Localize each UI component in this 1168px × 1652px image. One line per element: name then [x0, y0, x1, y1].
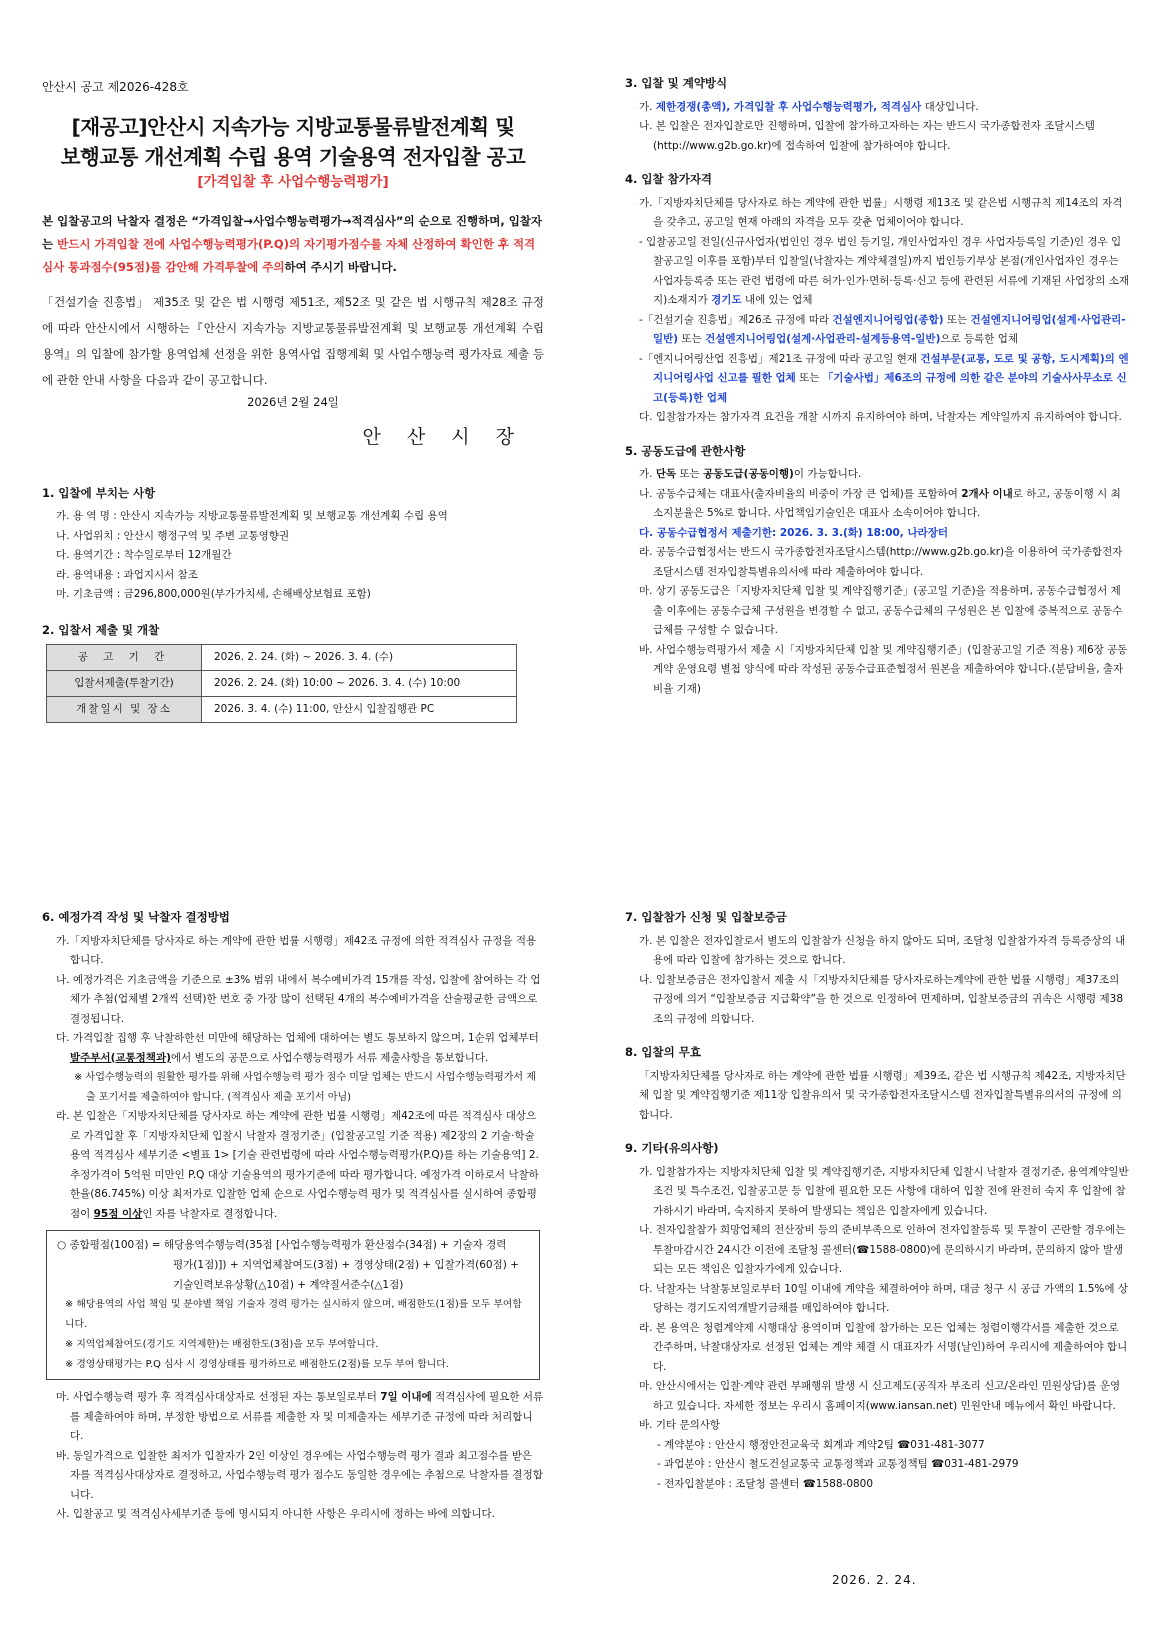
sec4-d2-text: -「건설기술 진흥법」제26조 규정에 따라 — [639, 313, 833, 326]
issuer-name: 안 산 시 장 — [362, 426, 524, 448]
schedule-label: 공 고 기 간 — [47, 645, 202, 671]
sec4-d1-tail: 내에 있는 업체 — [741, 294, 813, 306]
section-9-title: 9. 기타(유의사항) — [625, 1141, 719, 1155]
sec5-item-c: 다. 공동수급협정서 제출기한: 2026. 3. 3.(화) 18:00, 나라장터 — [639, 526, 949, 539]
score-formula-box — [46, 1230, 540, 1380]
sec5-a-mid: 또는 — [676, 468, 704, 480]
table-row — [47, 671, 517, 697]
sec1-item: 다. 용역기간 : 착수일로부터 12개월간 — [56, 549, 232, 561]
sec5-b-tail: 로 하고, 공동이행 시 최소지분율은 5%로 합니다. 사업책임기술인은 대표사 소속이어야 합니다. — [653, 487, 1121, 519]
score-note: ※ 경영상태평가는 P.Q 심사 시 경영상태를 평가하므로 배점한도(2점)를 모두 부여 합니다. — [65, 1359, 449, 1370]
score-line: 기술인력보유상황(△10점) + 계약질서준수(△1점) — [173, 1279, 404, 1291]
sec4-d1-text: - 입찰공고일 전일(신규사업자(법인인 경우 법인 등기일, 개인사업자인 경우 사업자등록일 기준)인 경우 입찰공고일 이후를 포함)부터 입찰일(낙찰자는 계약체결일)까지 법인등기부상 본점(개인사업자인 경우는 사업자등록증 또는 관련 법령에 따른 허가·인가·면허·등록·신고 등에 관련된 서류에 기재된 사업장의 소재지)소재지가 — [639, 235, 1130, 306]
page-subtitle: [가격입찰 후 사업수행능력평가] — [197, 173, 389, 190]
section-2-title: 2. 입찰서 제출 및 개찰 — [42, 622, 160, 637]
ordering-dept: 발주부서(교통정책과) — [70, 1051, 171, 1064]
section-3-title: 3. 입찰 및 계약방식 — [625, 76, 728, 90]
schedule-label: 개찰일시 및 장소 — [47, 697, 202, 723]
sec7-item-b: 나. 입찰보증금은 전자입찰서 제출 시「지방자치단체를 당사자로하는계약에 관한 법률 시행령」제37조의 규정에 의거 “입찰보증금 지급확약”을 한 것으로 인정하여 면제하며, 입찰보증금의 귀속은 시행령 제38조의 규정에 의합니다. — [639, 973, 1124, 1025]
left-top-column — [42, 78, 544, 723]
sec3-item-b: 나. 본 입찰은 전자입찰로만 진행하며, 입찰에 참가하고자하는 자는 반드시 국가종합전자 조달시스템(http://www.g2b.go.kr)에 접속하여 입찰에 참가하여야 합니다. — [639, 120, 1095, 152]
sec7-item-a: 가. 본 입찰은 전자입찰로서 별도의 입찰참가 신청을 하지 않아도 되며, 조달청 입찰참가자격 등록증상의 내용에 따라 입찰에 참가하는 것으로 합니다. — [639, 934, 1126, 966]
notice-paragraph: 「건설기술 진흥법」 제35조 및 같은 법 시행령 제51조, 제52조 및 같은 법 시행규칙 제28조 규정에 따라 안산시에서 시행하는『안산시 지속가능 지방교통물류발전계획 및 보행교통 개선계획 수립 용역』의 입찰에 참가할 용역업체 선정을 위한 용역사업 집행계획 및 사업수행능력 평가자료 제출 등에 관한 안내 사항을 다음과 같이 공고합니다. — [42, 294, 544, 387]
intro-notice — [42, 210, 544, 279]
score-line: 평가(1점)]) + 지역업체참여도(3점) + 경영상태(2점) + 입찰가격(60점) + — [173, 1259, 519, 1271]
sec1-item: 마. 기초금액 : 금296,800,000원(부가가치세, 손해배상보험료 포함) — [56, 588, 371, 600]
score-note: ※ 해당용역의 사업 책임 및 분야별 책임 기술자 경력 평가는 실시하지 않으며, 배점한도(1점)를 모두 부여합니다. — [65, 1299, 522, 1330]
section-8-title: 8. 입찰의 무효 — [625, 1045, 701, 1059]
score-note: ※ 지역업체참여도(경기도 지역제한)는 배점한도(3점)을 모두 부여합니다. — [65, 1339, 379, 1350]
schedule-value: 2026. 2. 24. (화) ~ 2026. 3. 4. (수) — [202, 645, 517, 671]
sec4-item-c: 다. 입찰참가자는 참가자격 요건을 개찰 시까지 유지하여야 하며, 낙찰자는 계약일까지 유지하여야 합니다. — [639, 411, 1122, 423]
sec1-item: 가. 용 역 명 : 안산시 지속가능 지방교통물류발전계획 및 보행교통 개선계획 수립 용역 — [56, 510, 448, 522]
sec5-a-prefix: 가. — [639, 468, 656, 480]
sec4-dash-2 — [625, 311, 1130, 350]
footer-date: 2026. 2. 24. — [832, 1573, 917, 1587]
intro-warning: 반드시 가격입찰 전에 사업수행능력평가(P.Q)의 자기평가점수를 자체 산정하여 확인한 후 적격심사 통과점수(95점)를 감안해 가격투찰에 주의 — [42, 236, 536, 274]
sec6-item-b: 나. 예정가격은 기초금액을 기준으로 ±3% 범위 내에서 복수예비가격 15개를 작성, 입찰에 참여하는 각 업체가 추첨(업체별 2개씩 선택)한 번호 중 가장 많이 선택된 4개의 복수예비가격을 산술평균한 금액으로 결정됩니다. — [56, 973, 541, 1025]
schedule-table — [46, 644, 517, 723]
sec4-d2-tail: 으로 등록한 업체 — [940, 333, 1019, 345]
sec5-item-a — [625, 465, 1130, 485]
sec4-d2-mid2: 또는 — [678, 333, 706, 345]
page-title-line2: 보행교통 개선계획 수립 용역 기술용역 전자입찰 공고 — [60, 144, 526, 169]
sec1-item: 라. 용역내용 : 과업지시서 참조 — [56, 568, 198, 581]
contract-method: 제한경쟁(총액), 가격입찰 후 사업수행능력평가, 적격심사 — [655, 100, 922, 113]
intro-text: 본 입찰공고의 낙찰자 결정은 “가격입찰→사업수행능력평가→적격심사”의 순으로 진행하며, 입찰자는 — [42, 213, 543, 251]
max-members: 2개사 이내 — [961, 487, 1013, 500]
license-1: 건설엔지니어링업(종합) — [832, 313, 944, 326]
sec6-item-c — [42, 1029, 544, 1068]
notice-date: 2026년 2월 24일 — [247, 394, 339, 409]
single-bid: 단독 — [655, 468, 677, 480]
license-2: 건설엔지니어링업(설계·사업관리-일반) — [653, 313, 1126, 345]
contact-line: - 과업분야 : 안산시 철도건설교통국 교통정책과 교통정책팀 ☎031-481-2979 — [657, 1458, 1019, 1470]
sec5-item-e: 마. 상기 공동도급은「지방자치단체 입찰 및 계약집행기준」(공고일 기준)을 적용하며, 공동수급협정서 제출 이후에는 공동수급체 구성원을 변경할 수 없고, 공동수급체의 구성원은 본 입찰에 중복적으로 공동수급체를 구성할 수 없습니다. — [639, 585, 1123, 636]
sec6-c-text: 다. 가격입찰 집행 후 낙찰하한선 미만에 해당하는 업체에 대하여는 별도 통보하지 않으며, 1순위 업체부터 — [56, 1032, 539, 1044]
license-5: 「기술사법」제6조의 규정에 의한 같은 분야의 기술사사무소로 신고(등록)한 업체 — [653, 372, 1127, 404]
sec4-dash-3 — [625, 350, 1130, 409]
schedule-label: 입찰서제출(투찰기간) — [47, 671, 202, 697]
sec6-item-e — [42, 1388, 544, 1447]
intro-tail: 하여 주시기 바랍니다. — [284, 259, 397, 274]
schedule-value: 2026. 2. 24. (화) 10:00 ~ 2026. 3. 4. (수) 10:00 — [202, 671, 517, 697]
sec6-item-f: 바. 동일가격으로 입찰한 최저가 입찰자가 2인 이상인 경우에는 사업수행능력 평가 결과 최고점수를 받은 자를 적격심사대상자로 결정하고, 사업수행능력 평가 점수도 동일한 경우에는 추첨으로 낙찰자를 결정합니다. — [56, 1449, 543, 1501]
section-7-title: 7. 입찰참가 신청 및 입찰보증금 — [625, 910, 787, 924]
sec6-d-text: 라. 본 입찰은「지방자치단체를 당사자로 하는 계약에 관한 법률 시행령」제42조에 따른 적격심사 대상으로 가격입찰 후「지방자치단체 입찰시 낙찰자 결정기준」(입찰공고일 기준 적용) 제2장의 2 기술·학술용역 적격심사 세부기준 <별표 1> [기술 관련법령에 따라 사업수행능력평가(P.Q)를 하는 기술용역] 2. 추정가격이 5억원 미만인 P.Q 대상 기술용역의 평가기준에 따라 평가합니다. 예정가격 이하로서 낙찰하한율(86.745%) 이상 최저가로 입찰한 업체 순으로 사업수행능력 평가 및 적격심사를 실시하여 종합평점이 — [56, 1110, 539, 1220]
sec4-dash-1 — [625, 233, 1130, 311]
right-bottom-column — [625, 908, 1130, 1494]
sec5-item-d: 라. 공동수급협정서는 반드시 국가종합전자조달시스템(http://www.g2b.go.kr)을 이용하여 국가종합전자조달시스템 전자입찰특별유의서에 따라 제출하여야 합니다. — [639, 546, 1123, 578]
joint-bid: 공동도급(공동이행) — [703, 468, 794, 480]
sec9-item-a: 가. 입찰참가자는 지방자치단체 입찰 및 계약집행기준, 지방자치단체 입찰시 낙찰자 결정기준, 용역계약일반조건 및 특수조건, 입찰공고문 등 입찰에 필요한 모든 사항에 대하여 입찰 전에 완전히 숙지 후 입찰에 참가하시기 바라며, 숙지하지 못하여 발생되는 책임은 입찰자에게 있습니다. — [639, 1165, 1129, 1217]
table-row — [47, 645, 517, 671]
contact-line: - 계약분야 : 안산시 행정안전교육국 회계과 계약2팀 ☎031-481-3077 — [657, 1438, 985, 1451]
score-line: ○ 종합평점(100점) = 해당용역수행능력(35점 [사업수행능력평가 환산점수(34점) + 기술자 경력 — [57, 1239, 507, 1251]
sec5-a-tail: 이 가능합니다. — [793, 468, 862, 480]
right-top-column — [625, 74, 1130, 699]
section-6-title: 6. 예정가격 작성 및 낙찰자 결정방법 — [42, 910, 230, 924]
sec8-body: 「지방자치단체를 당사자로 하는 계약에 관한 법률 시행령」제39조, 같은 법 시행규칙 제42조, 지방자치단체 입찰 및 계약집행기준 제11장 입찰유의서 및 국가종합전자조달시스템 전자입찰특별유의서의 규정에 의합니다. — [639, 1069, 1126, 1121]
sec6-d-tail: 인 자를 낙찰자로 결정합니다. — [142, 1207, 278, 1220]
pass-score: 95점 이상 — [93, 1207, 143, 1220]
contact-line: - 전자입찰분야 : 조달청 콜센터 ☎1588-0800 — [657, 1477, 874, 1490]
page-title-line1: [재공고]안산시 지속가능 지방교통물류발전계획 및 — [71, 114, 515, 139]
sec9-item-e: 마. 안산시에서는 입찰·계약 관련 부패행위 발생 시 신고제도(공직자 부조리 신고/온라인 민원상담)를 운영하고 있습니다. 자세한 정보는 우리시 홈페이지(www.iansan.net) 민원안내 메뉴에서 확인 바랍니다. — [639, 1380, 1121, 1412]
sec4-d3-mid: 또는 — [795, 372, 823, 384]
schedule-value: 2026. 3. 4. (수) 11:00, 안산시 입찰집행관 PC — [202, 697, 517, 723]
region-text: 경기도 — [711, 294, 742, 306]
sec9-item-c: 다. 낙찰자는 낙찰통보일로부터 10일 이내에 계약을 체결하여야 하며, 대금 청구 시 공급 가액의 1.5%에 상당하는 경기도지역개발기금채를 매입하여야 합니다. — [639, 1282, 1129, 1314]
section-4-title: 4. 입찰 참가자격 — [625, 172, 713, 186]
sec1-item: 나. 사업위치 : 안산시 행정구역 및 주변 교통영향권 — [56, 529, 290, 542]
sec6-item-a: 가.「지방자치단체를 당사자로 하는 계약에 관한 법률 시행령」제42조 규정에 의한 적격심사 규정을 적용합니다. — [56, 934, 537, 966]
section-1-title: 1. 입찰에 부치는 사항 — [42, 485, 156, 500]
section-5-title: 5. 공동도급에 관한사항 — [625, 443, 746, 458]
sec3-item-a: 가. 제한경쟁(총액), 가격입찰 후 사업수행능력평가, 적격심사 대상입니다. — [639, 100, 979, 113]
table-row — [47, 697, 517, 723]
sec6-note: ※ 사업수행능력의 원활한 평가를 위해 사업수행능력 평가 점수 미달 업체는 반드시 사업수행능력평가서 제출 포기서를 제출하여야 합니다. (적격심사 제출 포기서 아님) — [74, 1072, 536, 1103]
sec6-item-d — [42, 1107, 544, 1224]
sec4-d2-mid: 또는 — [943, 313, 971, 326]
sec4-item-a: 가.「지방자치단체를 당사자로 하는 계약에 관한 법률」시행령 제13조 및 같은법 시행규칙 제14조의 자격을 갖추고, 공고일 현재 아래의 자격을 모두 갖춘 업체이어야 합니다. — [639, 196, 1123, 228]
sec3-a-tail: 대상입니다. — [921, 100, 979, 113]
sec5-item-b — [625, 485, 1130, 524]
sec6-c-tail: 에서 별도의 공문으로 사업수행능력평가 서류 제출사항을 통보합니다. — [170, 1051, 489, 1064]
license-3: 건설엔지니어링업(설계·사업관리-설계등용역-일반) — [705, 333, 941, 345]
sec5-b-text: 나. 공동수급체는 대표사(출자비율의 비중이 가장 큰 업체)를 포함하여 — [639, 487, 962, 500]
sec9-item-f: 바. 기타 문의사항 — [639, 1419, 721, 1431]
sec6-e-text: 마. 사업수행능력 평가 후 적격심사대상자로 선정된 자는 통보일로부터 — [56, 1391, 381, 1403]
deadline-days: 7일 이내에 — [380, 1391, 432, 1403]
sec6-item-g: 사. 입찰공고 및 적격심사세부기준 등에 명시되지 아니한 사항은 우리시에 정하는 바에 의합니다. — [56, 1508, 495, 1520]
sec9-item-d: 라. 본 용역은 청렴계약제 시행대상 용역이며 입찰에 참가하는 모든 업체는 청렴이행각서를 제출한 것으로 간주하며, 낙찰대상자로 선정된 업체는 계약 체결 시 대표자가 서명(날인)하여 우리시에 제출하여야 합니다. — [639, 1321, 1128, 1373]
sec9-item-b: 나. 전자입찰참가 희망업체의 전산장비 등의 준비부족으로 인하여 전자입찰등록 및 투찰이 곤란할 경우에는 투찰마감시간 24시간 이전에 조달청 콜센터(☎1588-0800)에 문의하시기 바라며, 문의하지 않아 발생되는 모든 책임은 입찰자가에게 있습니다. — [639, 1224, 1126, 1275]
left-bottom-column — [42, 908, 544, 1525]
sec5-item-f: 바. 사업수행능력평가서 제출 시「지방자치단체 입찰 및 계약집행기준」(입찰공고일 기준 적용) 제6장 공동계약 운영요령 별첩 양식에 따라 작성된 공동수급표준협정서 원본을 제출하여야 합니다.(분담비율, 출자비율 기재) — [639, 643, 1128, 695]
sec4-d3-text: -「엔지니어링산업 진흥법」제21조 규정에 따라 공고일 현재 — [639, 352, 921, 365]
notice-number: 안산시 공고 제2026-428호 — [42, 80, 189, 94]
sec6-e-tail: 적격심사에 필요한 서류를 제출하여야 하며, 부정한 방법으로 서류를 제출한 자 및 미제출자는 세부기준 규정에 따라 처리합니다. — [70, 1391, 544, 1442]
license-4: 건설부문(교통, 도로 및 공항, 도시계획)의 엔지니어링사업 신고를 필한 업체 — [653, 352, 1129, 384]
